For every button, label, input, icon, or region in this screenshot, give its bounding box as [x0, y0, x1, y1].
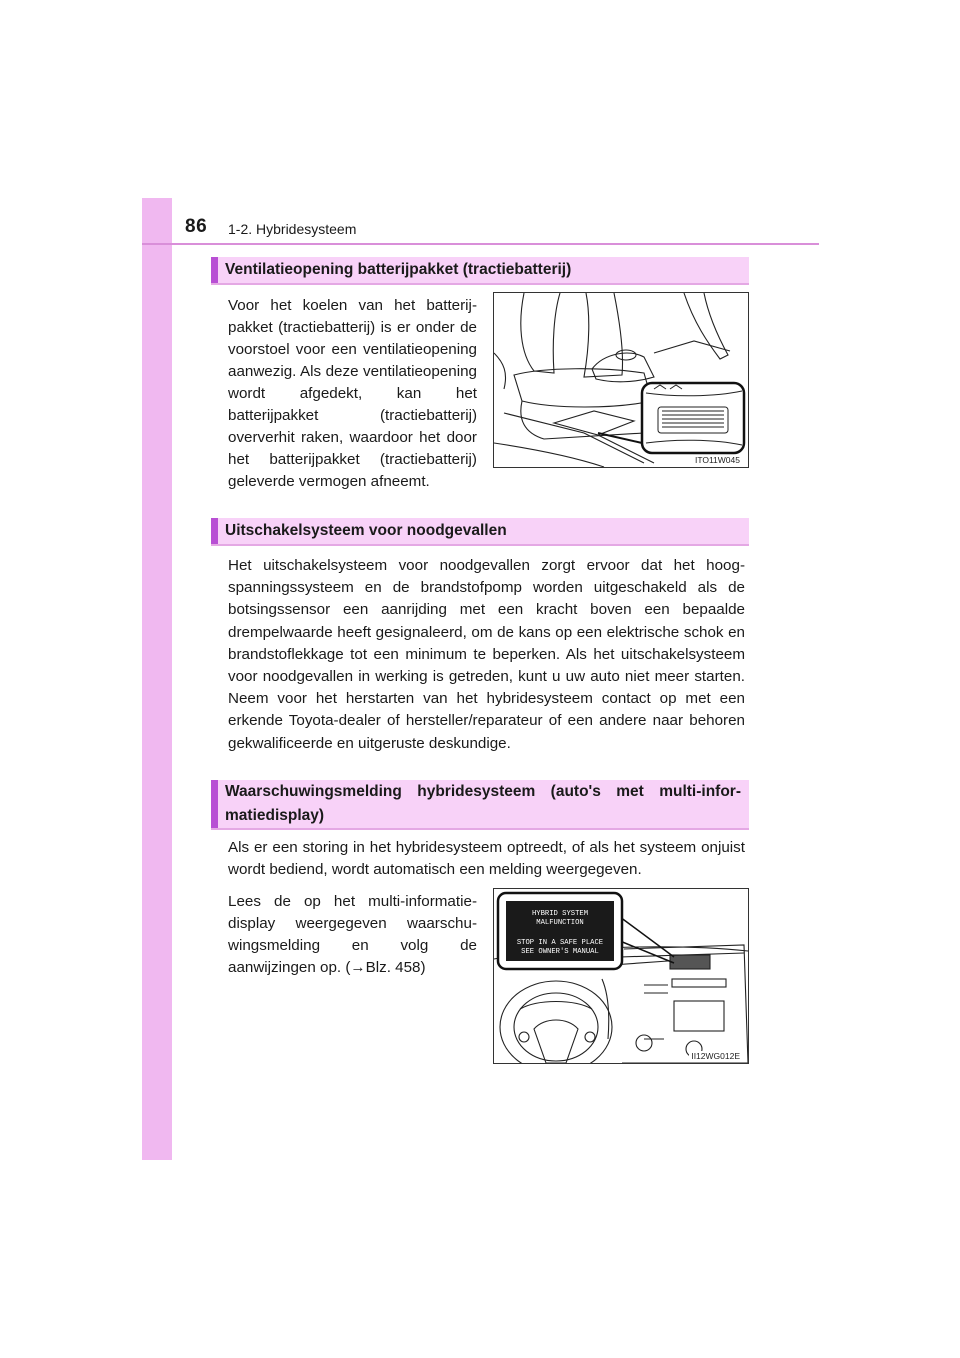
display-message-line: MALFUNCTION — [536, 919, 584, 927]
section-title: Ventilatieopening batterijpakket (tractiebatterij) — [225, 261, 572, 278]
seat-illustration — [494, 293, 748, 467]
header-rule — [142, 243, 819, 245]
display-message-line: STOP IN A SAFE PLACE — [516, 939, 604, 947]
figure-warning-display — [493, 888, 749, 1064]
section-title: Waarschuwingsmelding hybridesysteem (auto's met multi-informatiedisplay) — [225, 783, 741, 824]
display-message-line: HYBRID SYSTEM — [531, 910, 589, 918]
dashboard-illustration — [494, 889, 748, 1063]
page-number: 86 — [185, 216, 208, 237]
figure-code: II12WG012E — [691, 1051, 740, 1061]
figure-code: ITO11W045 — [694, 455, 740, 465]
warning-message-body: Als er een storing in het hybridesysteem optreedt, of als het systeem onjuist wordt bediend, wordt automatisch een melding weergegeven. — [228, 839, 745, 878]
warning-message-instruction: Lees de op het multi-informatiedisplay weergegeven waarschuwingsmelding en volg de aanwijzingen op. (→Blz. 458) — [228, 893, 477, 976]
section-name: 1-2. Hybridesysteem — [228, 221, 357, 237]
ventilation-body: Voor het koelen van het batterijpakket (tractiebatterij) is er onder de voorstoel voor een ventilatieopening aanwezig. Als deze ventilatieopening wordt afgedekt, kan het batterijpakket (tractiebatterij) oververhit raken, waardoor het door het batterijpakket (tractiebatterij) geleverde vermogen afneemt. — [228, 297, 477, 490]
section-heading-warning-message — [211, 780, 749, 830]
display-message-line: SEE OWNER'S MANUAL — [521, 948, 599, 956]
chapter-sidebar-tab — [142, 198, 172, 1160]
figure-ventilation-opening — [493, 292, 749, 468]
emergency-shutoff-body: Het uitschakelsysteem voor noodgevallen zorgt ervoor dat het hoogspanningssysteem en de brandstofpomp worden uitgeschakeld als de botsingssensor een aanrijding met een kracht boven een bepaalde drempelwaarde heeft gesignaleerd, om de kans op een elektrische schok en brandstoflekkage tot een minimum te beperken. Als het uitschakelsysteem voor noodgevallen in werking is getreden, kunt u uw auto niet meer starten. Neem voor het herstarten van het hybridesysteem contact op met een erkende Toyota-dealer of hersteller/reparateur of een andere naar behoren gekwalificeerde en uitgeruste deskundige. — [228, 557, 745, 752]
section-title: Uitschakelsysteem voor noodgevallen — [225, 522, 507, 539]
section-heading-emergency-shutoff — [211, 518, 749, 546]
section-heading-ventilation — [211, 257, 749, 285]
